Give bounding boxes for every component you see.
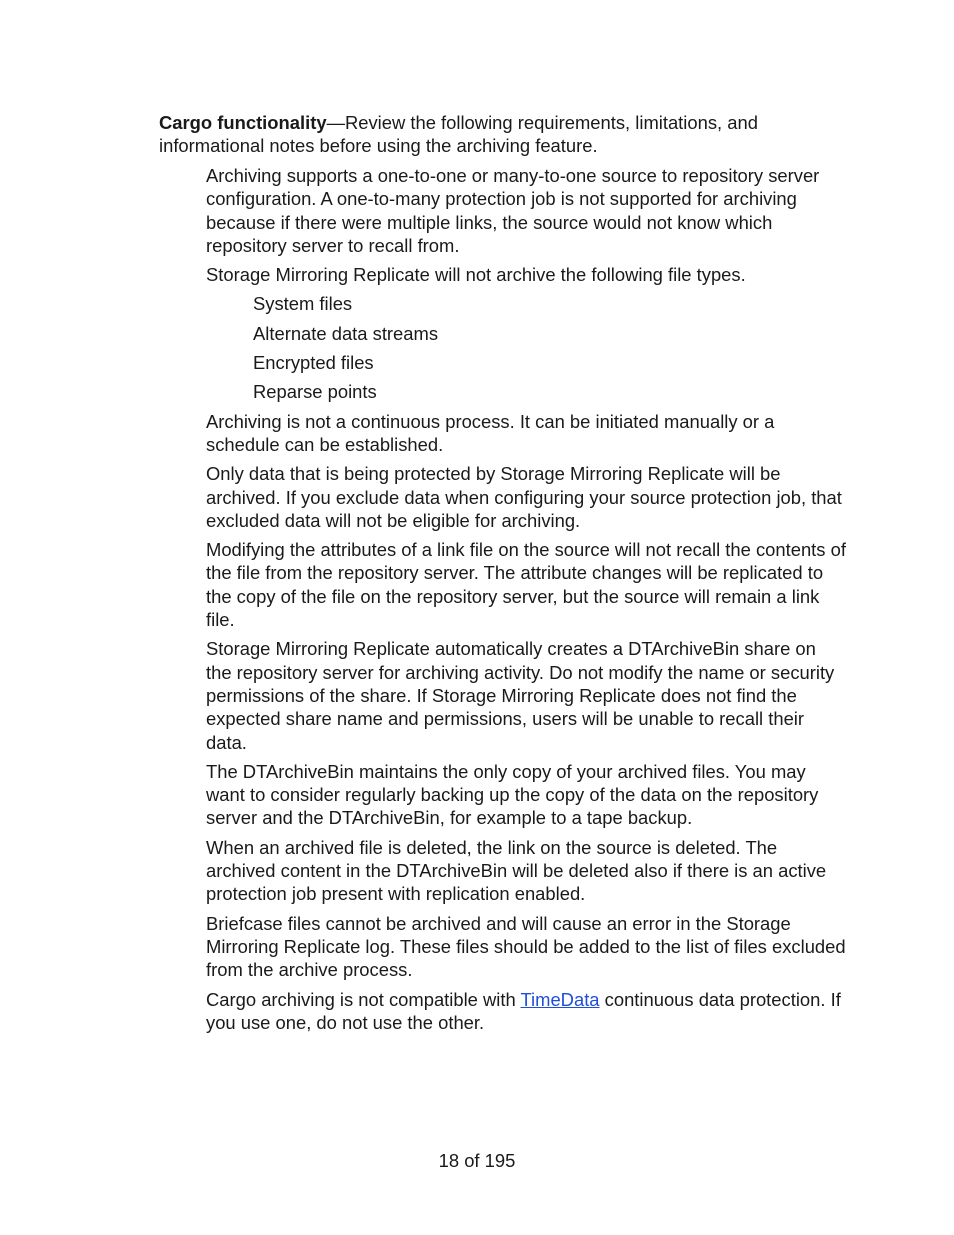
page-number: 18 of 195 xyxy=(438,1150,516,1171)
note-item-timedata xyxy=(206,988,846,1035)
intro-paragraph xyxy=(159,111,859,158)
file-type-item: Alternate data streams xyxy=(253,322,439,344)
note-item: The DTArchiveBin maintains the only copy of your archived files. You may want to consider regularly backing up the copy of the data on the repository server and the DTArchiveBin, for example to a tape backup. xyxy=(206,760,819,829)
file-type-item: Reparse points xyxy=(253,381,377,403)
timedata-link[interactable]: TimeData xyxy=(520,988,600,1010)
notes-list xyxy=(206,164,846,1040)
note-item: Storage Mirroring Replicate automatically creates a DTArchiveBin share on the repository server for archiving activity. Do not modify the name or security permissions of the share. If Storage Mirroring Replicate does not find the expected share name and permissions, users will be unable to recall their data. xyxy=(206,638,835,753)
note-item: Archiving supports a one-to-one or many-to-one source to repository server configuration. A one-to-many protection job is not supported for archiving because if there were multiple links, the source would not know which repository server to recall from. xyxy=(206,165,820,256)
note-text-after-link: continuous data protection. If you use one, do not use the other. xyxy=(206,988,841,1033)
note-item: Storage Mirroring Replicate will not archive the following file types. xyxy=(206,264,746,286)
intro-text: —Review the following requirements, limitations, and informational notes before using the archiving feature. xyxy=(159,112,758,157)
file-type-item: System files xyxy=(253,293,353,315)
intro-heading: Cargo functionality xyxy=(159,112,327,133)
note-item: When an archived file is deleted, the link on the source is deleted. The archived content in the DTArchiveBin will be deleted also if there is an active protection job present with replication enabled. xyxy=(206,836,827,905)
file-type-item: Encrypted files xyxy=(253,352,374,374)
note-item: Modifying the attributes of a link file on the source will not recall the contents of the file from the repository server. The attribute changes will be replicated to the copy of the file on the repository server, but the source will remain a link file. xyxy=(206,539,846,631)
note-item: Briefcase files cannot be archived and will cause an error in the Storage Mirroring Replicate log. These files should be added to the list of files excluded from the archive process. xyxy=(206,912,846,981)
note-text-before-link: Cargo archiving is not compatible with xyxy=(206,988,521,1010)
note-item: Archiving is not a continuous process. It can be initiated manually or a schedule can be established. xyxy=(206,410,775,455)
note-item: Only data that is being protected by Storage Mirroring Replicate will be archived. If you exclude data when configuring your source protection job, that excluded data will not be eligible for archiving. xyxy=(206,463,842,531)
